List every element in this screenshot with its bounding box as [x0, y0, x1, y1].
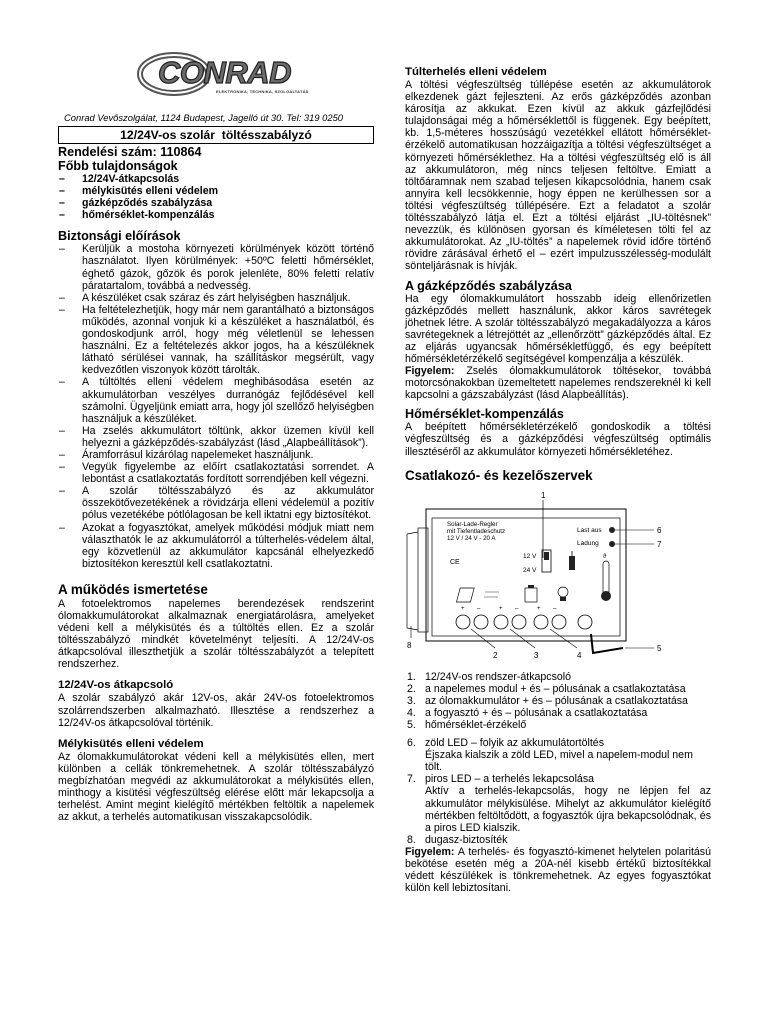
- logo-wordmark: CONRAD: [158, 55, 292, 90]
- terminal-battery-plus: [494, 615, 508, 629]
- terminal-sensor: [578, 615, 592, 629]
- terminal-load-plus: [534, 615, 548, 629]
- list-item: – hőmérséklet-kompenzálás: [58, 209, 374, 221]
- red-led: [609, 527, 615, 533]
- led-label-ladung: Ladung: [577, 539, 599, 547]
- svg-text:ϑ: ϑ: [603, 553, 607, 560]
- gassing-note: [405, 365, 711, 401]
- list-item: 3. az ólomakkumulátor + és – pólusának a csatlakoztatása: [407, 694, 688, 707]
- list-item: 8. dugasz-biztosíték: [407, 833, 508, 846]
- list-item: – Kerüljük a mostoha környezeti körülmények között történő használatot. Ilyen körülmények: +50ºC feletti hőmérséklet, éghető gázok, gőzök és porok jelenléte, 80% feletti relatív páratartalom, továbbá a nedvesség.: [58, 243, 374, 291]
- list-item: – Azokat a fogyasztókat, amelyek működési módjuk miatt nem választhatók le az akkumulátorról a túlterhelés-védelem által, egy közvetlenül az akkumulátor kapcsánál elhelyezkedő biztosítékon keresztül kell csatlakoztatni.: [58, 522, 374, 570]
- list-item: 1. 12/24V-os rendszer-átkapcsoló: [407, 670, 572, 683]
- logo-tagline: ELEKTRONIKA, TECHNIKA, SZOLGÁLTATÁS: [216, 89, 309, 94]
- conrad-logo: [58, 55, 374, 110]
- svg-text:+: +: [537, 605, 541, 612]
- device-label-3: 12 V / 24 V - 20 A: [447, 534, 496, 542]
- switch-text: A szolár szabályzó akár 12V-os, akár 24V-os fotoelektromos szolárrendszerben alkalmazható. Illesztése a rendszerhez a 12/24V-os átkapcsolóval történik.: [58, 692, 374, 729]
- features-heading: Főbb tulajdonságok: [58, 159, 178, 173]
- callout-6: 6: [657, 525, 662, 535]
- callout-8: 8: [407, 640, 412, 650]
- operation-heading: A működés ismertetése: [58, 581, 208, 597]
- list-item: – Ha zselés akkumulátort töltünk, akkor üzemen kívül kell helyezni a gázképződés-szabályzást (lásd „Alapbeállítások”).: [58, 425, 374, 449]
- callout-1: 1: [541, 490, 546, 500]
- list-item: – A szolár töltésszabályzó és az akkumulátor összekötővezetékének a rövidzárja elleni védelemül a pozitív pólus vezetékébe pótlólagosan be kell iktatni egy biztosítékot.: [58, 485, 374, 521]
- safety-heading: Biztonsági előírások: [58, 229, 181, 244]
- list-item: – Vegyük figyelembe az előírt csatlakoztatási sorrendet. A lebontást a csatlakoztatás fordított sorrendjében kell végezni.: [58, 461, 374, 485]
- gassing-heading: A gázképződés szabályzása: [405, 278, 572, 293]
- safety-list: [58, 243, 374, 570]
- list-item: – A készüléket csak száraz és zárt helyiségben használjuk.: [58, 292, 374, 304]
- doc-title: 12/24V-os szolár töltésszabályzó: [58, 126, 374, 144]
- terminal-solar-minus: [474, 615, 488, 629]
- right-column: [405, 66, 711, 894]
- overcharge-text: A töltési végfeszültség túllépése esetén az akkumulátorok elkezdenek gázt fejleszteni. Az erős gázképződés azonban károsítja az akkukat. Ezen kívül az akkuk gázfejlődési tulajdonságai még a hőmérséklettől is függenek. Egy beépített, kb. 1,5-méteres hosszúságú vezetékkel ellátott hőmérséklet-érzékelő automatikusan hozzáigazítja a töltési végfeszültséget a környezeti hőmérséklethez. Ha a töltési végfeszültség elő is áll az akkumulátoron, még nincs teljesen feltöltve. Emiatt a töltőáramnak nem szabad teljesen kikapcsolódnia, hanem csak annyira kell lecsökkennie, hogy éppen ne kerülhessen sor a töltési végfeszültség túllépésére. Ezt a feladatot a szolár töltésszabályzó látja el. Ezt a töltési eljárást „IU-töltésnek” nevezzük, és különösen gyorsan és kíméletesen tölti fel az akkumulátorokat. Az „IU-töltés” a napelemek rövid időre történő rövidre zárásával érhető el – ezért impulzusszélesség-modulált sönteljárásnak is hívják.: [405, 79, 711, 273]
- svg-text:–: –: [515, 605, 519, 612]
- led-label-last: Last aus: [577, 526, 602, 534]
- tempcomp-heading: Hőmérséklet-kompenzálás: [405, 407, 564, 422]
- terminal-solar-plus: [456, 615, 470, 629]
- thermometer-icon: [603, 561, 609, 595]
- list-item: – mélykisütés elleni védelem: [58, 185, 374, 197]
- callout-3: 3: [534, 650, 539, 660]
- battery-icon: [525, 588, 537, 602]
- left-column: [58, 0, 374, 823]
- list-item: 7. piros LED – a terhelés lekapcsolása Aktív a terhelés-lekapcsolás, hogy ne lépjen fel az akkumulátor mélykisülése. Mihelyt az akkumulátor kielégítő mértékben feltöltődött, a fogyasztók újra bekapcsolódnak, és a piros LED kialszik.: [407, 773, 711, 834]
- callout-7: 7: [657, 539, 662, 549]
- connectors-note: [405, 846, 711, 894]
- list-item: 2. a napelemes modul + és – pólusának a csatlakoztatása: [407, 682, 686, 695]
- sensor-cable: [591, 634, 623, 653]
- overcharge-heading: Túlterhelés elleni védelem: [405, 66, 547, 78]
- svg-text:+: +: [461, 605, 465, 612]
- switch-label-24v: 24 V: [523, 566, 537, 574]
- note-label: Figyelem:: [405, 845, 455, 858]
- deepdischarge-text: Az ólomakkumulátorokat védeni kell a mélykisütés ellen, mert különben a cellák tönkremehetnek. A szolár töltésszabályzó megbízhatóan megvédi az akkumulátorokat a mélykisütés ellen, minthogy a kisütési végfeszültség elérése előtt már lekapcsolja a terhelést. Amint megint kielégítő mértékben feltöltik a napelemek az akkut, a terhelés automatikusan visszakapcsolódik.: [58, 750, 374, 824]
- controller-diagram: [405, 488, 711, 660]
- note-label: Figyelem:: [405, 365, 455, 378]
- list-item: – Ha feltételezhetjük, hogy már nem garantálható a biztonságos működés, azonnal vonjuk ki a készüléket a használatból, és gondoskodjunk arról, hogy még véletlenül se lehessen használni. Ez a feltételezés akkor jogos, ha a készüléknek látható sérülései vannak, ha szállításkor megsérült, vagy kedvezőtlen viszonyok között tárolták.: [58, 304, 374, 377]
- device-label-2: mit Tiefentladeschutz: [447, 527, 506, 535]
- gassing-text: Ha egy ólomakkumulátort hosszabb ideig ellenőrizetlen gázképződés mellett használunk, akkor káros savrétegek jöhetnek létre. A szolár töltésszabályzó megakadályozza a káros savrétegeknek a létrejöttét az „ellenőrzött” gázképződés által. Ez az eljárás ugyancsak hőmérsékletfüggő, és egy beépített hőmérsékletérzékelő segítségével kompenzálja a készülék.: [405, 292, 711, 365]
- svg-text:+: +: [499, 605, 503, 612]
- features-list: [58, 173, 374, 221]
- header-address: Conrad Vevőszolgálat, 1124 Budapest, Jagelló út 30. Tel: 319 0250: [64, 112, 344, 123]
- note-text: A terhelés- és fogyasztó-kimenet helytelen polaritású bekötése esetén még a 20A-nél kisebb értékű biztosítékkal védett készülékek is tönkremehetnek. Az egyes fogyasztókat külön kell lebiztosítani.: [405, 845, 711, 895]
- switch-label-12v: 12 V: [523, 552, 537, 560]
- list-item: – 12/24V-átkapcsolás: [58, 173, 374, 185]
- callout-2: 2: [493, 650, 498, 660]
- svg-text:–: –: [553, 605, 557, 612]
- list-item: 6. zöld LED – folyik az akkumulátortöltés Éjszaka kialszik a zöld LED, mivel a napelem-modul nem tölt.: [407, 737, 693, 774]
- ce-mark: CE: [450, 558, 460, 566]
- terminal-battery-minus: [512, 615, 526, 629]
- list-item: – A túltöltés elleni védelem meghibásodása esetén az akkumulátorban veszélyes durranógáz fejlődésével kell számolni. Ügyeljünk emiatt arra, hogy jól szellőző helyiségben használjuk a készüléket.: [58, 376, 374, 424]
- list-item: – Áramforrásul kizárólag napelemeket használjunk.: [58, 449, 374, 461]
- tempcomp-text: A beépített hőmérsékletérzékelő gondoskodik a töltési végfeszültség és a gázképződési végfeszültség optimális illesztéséről az akkumulátor környezeti hőmérsékletéhez.: [405, 421, 711, 458]
- list-item: – gázképződés szabályzása: [58, 197, 374, 209]
- connectors-list: [405, 671, 711, 846]
- bulb-icon: [558, 587, 568, 597]
- order-number: Rendelési szám: 110864: [58, 145, 202, 159]
- svg-text:–: –: [477, 605, 481, 612]
- callout-4: 4: [577, 650, 582, 660]
- plug-fuse: [569, 556, 575, 570]
- solar-panel-icon: [456, 588, 474, 602]
- switch-heading: 12/24V-os átkapcsoló: [58, 679, 174, 692]
- operation-text: A fotoelektromos napelemes berendezések rendszerint ólomakkumulátorokat alkalmaznak energiatárolásra, amelyeket védeni kell a mélykisütés és a túltöltés ellen. Ez a szolár töltésszabályzó mindkét követelményt teljesíti. A 12/24V-os átkapcsolóval illeszthetjük a szolár töltésszabályzót a telepített rendszerhez.: [58, 597, 374, 671]
- deepdischarge-heading: Mélykisütés elleni védelem: [58, 737, 204, 750]
- note-text: Zselés ólomakkumulátorok töltésekor, továbbá motorcsónakokban üzemeltetett napelemes rendszereknél ki kell kapcsolni a gázszabályzást (lásd Alapbeállítás).: [405, 365, 711, 402]
- device-label-1: Solar-Lade-Regler: [447, 520, 498, 528]
- green-led: [609, 541, 615, 547]
- callout-5: 5: [657, 643, 662, 653]
- terminal-load-minus: [552, 615, 566, 629]
- list-item: 4. a fogyasztó + és – pólusának a csatlakoztatása: [407, 706, 648, 719]
- connectors-heading: Csatlakozó- és kezelőszervek: [405, 467, 593, 483]
- list-item: 5. hőmérséklet-érzékelő: [407, 719, 527, 731]
